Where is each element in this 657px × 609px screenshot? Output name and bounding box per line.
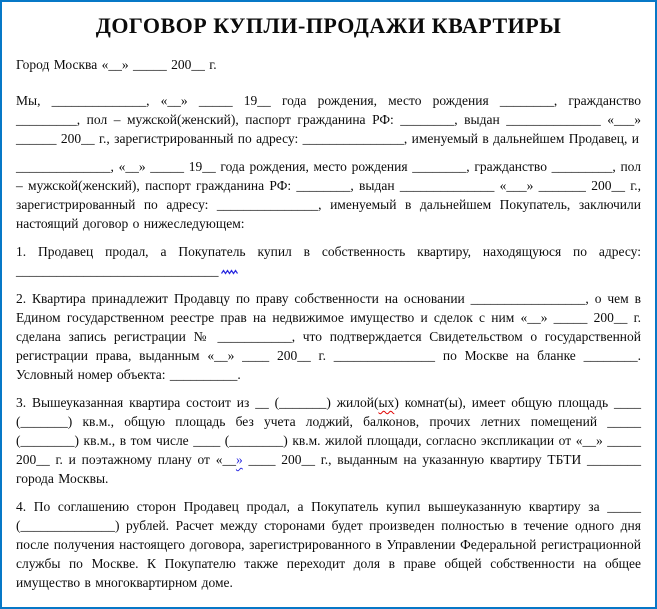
party-seller-paragraph: Мы, ______________, «__» _____ 19__ года рождения, место рождения ________, гражданство _________, пол – мужской(женский), паспорт гражданина РФ: ________, выдан ______________ «___» ______ 200__ г., зарегистрированный по адресу: _______________, именуемый в дальнейшем Продавец, и [16, 93, 641, 146]
clause-1-paragraph [16, 242, 641, 280]
blue-squiggle-icon [221, 269, 238, 275]
grammar-flagged-mark: » [235, 452, 243, 467]
clause-4-paragraph: 4. По соглашению сторон Продавец продал, а Покупатель купил вышеуказанную квартиру за _____ (______________) рублей. Расчет между сторонами будет произведен полностью в течение одного дня после получения настоящего договора, зарегистрированного в Управлении Федеральной регистрационной службы по Москве. К Покупателю также переходит доля в праве общей собственности на общее имущество в многоквартирном доме. [16, 499, 641, 590]
clause-2-paragraph: 2. Квартира принадлежит Продавцу по праву собственности на основании _________________, о чем в Едином государственном реестре прав на недвижимое имущество и сделок с ним «__» _____ 200__ г. сделана запись регистрации № ___________, что подтверждается Свидетельством о государственной регистрации права, выданным «__» ____ 200__ г. _______________ по Москве на бланке ________. Условный номер объекта: __________. [16, 291, 641, 382]
spellcheck-flagged-text: ых [378, 395, 395, 410]
dateline: Город Москва «__» _____ 200__ г. [16, 57, 217, 72]
document-title: ДОГОВОР КУПЛИ-ПРОДАЖИ КВАРТИРЫ [95, 13, 562, 38]
clause-1-address-blank [16, 261, 641, 280]
clause-3-text-b: ) комнат(ы), имеет общую площадь ____ (_______) кв.м., общую площадь без учета лоджий, балконов, прочих летних помещений _____ (________) кв.м., в том числе ____ (________) кв.м. жилой площади, согласно экспликации от «__» _____ 200__ г. и поэтажному плану от «__ [16, 395, 642, 467]
blank-underscores: ______________________________ [16, 263, 219, 278]
clause-3-paragraph [16, 393, 641, 488]
clause-3-text-a: 3. Вышеуказанная квартира состоит из __ (_______) жилой( [16, 395, 379, 410]
clause-3-text-c: ____ 200__ г., выданным на указанную квартиру ТБТИ ________ города Москвы. [16, 452, 641, 486]
clause-1-text: 1. Продавец продал, а Покупатель купил в собственность квартиру, находящуюся по адресу: [16, 244, 641, 259]
party-buyer-paragraph: ______________, «__» _____ 19__ года рождения, место рождения ________, гражданство _________, пол – мужской(женский), паспорт гражданина РФ: ________, выдан ______________ «___» _______ 200__ г., зарегистрированный по адресу: _______________, именуемый в дальнейшем Покупатель, заключили настоящий договор о нижеследующем: [16, 159, 641, 231]
